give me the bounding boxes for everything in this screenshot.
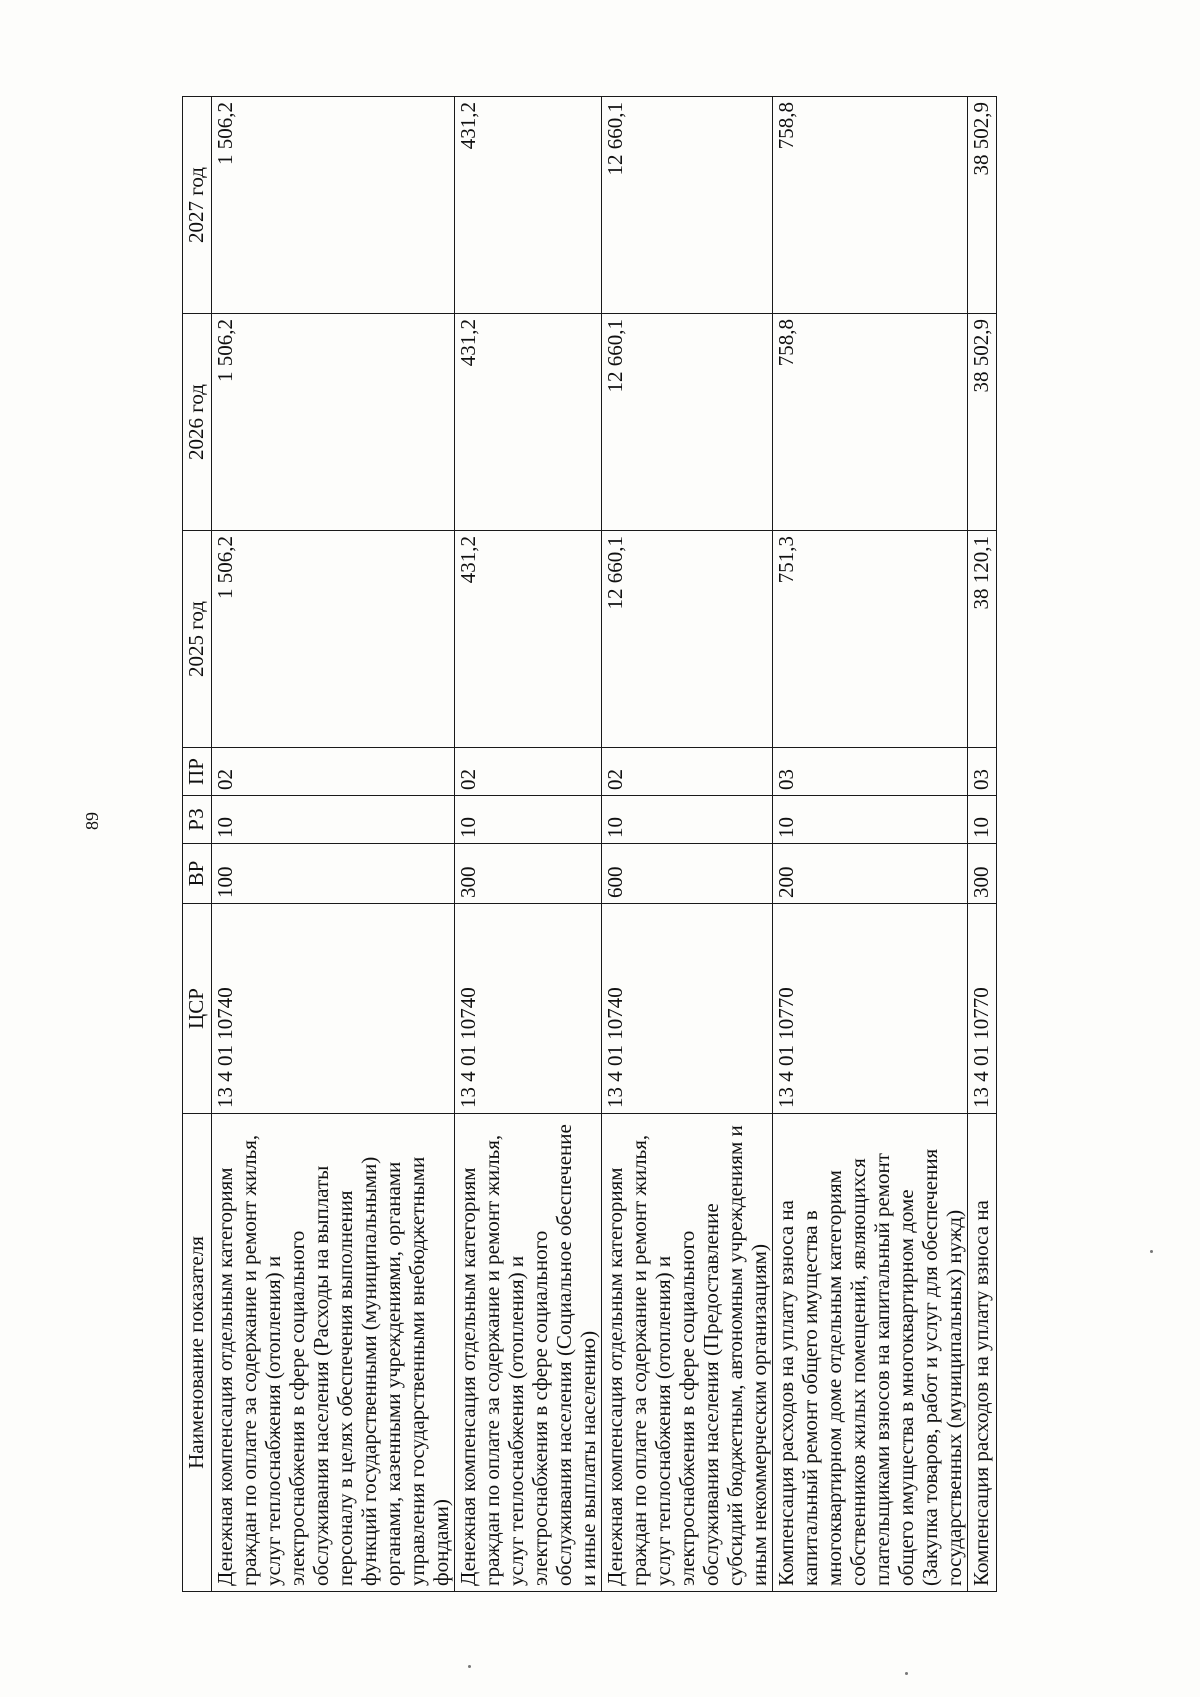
scan-speck — [905, 1672, 908, 1675]
row-rz: 10 — [773, 796, 968, 844]
rotated-table-container — [182, 96, 997, 1592]
row-2025: 12 660,1 — [602, 531, 773, 748]
header-row — [183, 97, 212, 1592]
row-pr: 02 — [602, 748, 773, 796]
row-vr: 600 — [602, 844, 773, 904]
header-pr: ПР — [183, 748, 212, 796]
row-csr: 13 4 01 10770 — [968, 904, 997, 1114]
row-2025: 38 120,1 — [968, 531, 997, 748]
header-2026: 2026 год — [183, 314, 212, 531]
row-csr: 13 4 01 10740 — [455, 904, 602, 1114]
row-2025: 431,2 — [455, 531, 602, 748]
row-pr: 02 — [212, 748, 455, 796]
row-pr: 03 — [773, 748, 968, 796]
row-2026: 38 502,9 — [968, 314, 997, 531]
row-name: Денежная компенсация отдельным категориям граждан по оплате за содержание и ремонт жилья, услуг теплоснабжения (отопления) и электроснабжения в сфере социального обслуживания населения (Предоставление субсидий бюджетным, автономным учреждениям и иным некоммерческим организациям) — [602, 1114, 773, 1592]
row-2027: 1 506,2 — [212, 97, 455, 314]
row-vr: 300 — [968, 844, 997, 904]
row-name: Денежная компенсация отдельным категориям граждан по оплате за содержание и ремонт жилья, услуг теплоснабжения (отопления) и электроснабжения в сфере социального обслуживания населения (Социальное обеспечение и иные выплаты населению) — [455, 1114, 602, 1592]
scan-speck — [468, 1665, 471, 1668]
row-pr: 03 — [968, 748, 997, 796]
table-row — [773, 97, 968, 1592]
row-rz: 10 — [968, 796, 997, 844]
header-2027: 2027 год — [183, 97, 212, 314]
row-rz: 10 — [212, 796, 455, 844]
row-rz: 10 — [455, 796, 602, 844]
row-vr: 100 — [212, 844, 455, 904]
table-row — [455, 97, 602, 1592]
row-2026: 758,8 — [773, 314, 968, 531]
header-2025: 2025 год — [183, 531, 212, 748]
row-vr: 300 — [455, 844, 602, 904]
budget-table — [182, 96, 997, 1592]
row-2026: 431,2 — [455, 314, 602, 531]
row-2026: 1 506,2 — [212, 314, 455, 531]
row-2025: 1 506,2 — [212, 531, 455, 748]
row-csr: 13 4 01 10740 — [212, 904, 455, 1114]
row-name: Денежная компенсация отдельным категориям граждан по оплате за содержание и ремонт жилья, услуг теплоснабжения (отопления) и электроснабжения в сфере социального обслуживания населения (Расходы на выплаты персоналу в целях обеспечения выполнения функций государственными (муниципальными) органами, казенными учреждениями, органами управления государственными внебюджетными фондами) — [212, 1114, 455, 1592]
row-name: Компенсация расходов на уплату взноса на капитальный ремонт общего имущества в многоквартирном доме отдельным категориям собственников жилых помещений, являющихся плательщиками взносов на капитальный ремонт общего имущества в многоквартирном доме (Закупка товаров, работ и услуг для обеспечения государственных (муниципальных) нужд) — [773, 1114, 968, 1592]
row-2025: 751,3 — [773, 531, 968, 748]
table-row — [212, 97, 455, 1592]
row-vr: 200 — [773, 844, 968, 904]
row-pr: 02 — [455, 748, 602, 796]
table-row — [968, 97, 997, 1592]
row-csr: 13 4 01 10770 — [773, 904, 968, 1114]
row-name: Компенсация расходов на уплату взноса на — [968, 1114, 997, 1592]
row-rz: 10 — [602, 796, 773, 844]
header-vr: ВР — [183, 844, 212, 904]
header-name: Наименование показателя — [183, 1114, 212, 1592]
page-number: 89 — [82, 812, 102, 830]
row-2027: 431,2 — [455, 97, 602, 314]
row-2026: 12 660,1 — [602, 314, 773, 531]
row-2027: 758,8 — [773, 97, 968, 314]
row-csr: 13 4 01 10740 — [602, 904, 773, 1114]
scan-speck — [1150, 1250, 1153, 1253]
row-2027: 12 660,1 — [602, 97, 773, 314]
table-row — [602, 97, 773, 1592]
header-rz: РЗ — [183, 796, 212, 844]
header-csr: ЦСР — [183, 904, 212, 1114]
row-2027: 38 502,9 — [968, 97, 997, 314]
